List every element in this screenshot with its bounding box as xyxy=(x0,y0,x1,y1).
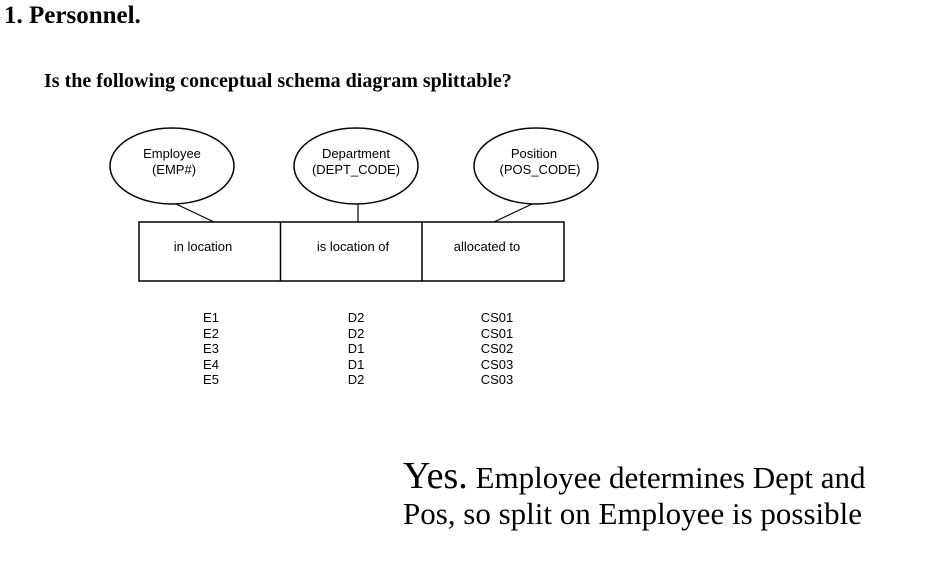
entity-employee-key: (EMP#) xyxy=(151,162,197,177)
table-cell: D1 xyxy=(347,356,365,372)
table-cell: CS03 xyxy=(480,356,514,372)
entity-position-name: Position xyxy=(510,146,558,161)
answer-lead: Yes. xyxy=(403,455,468,497)
table-cell: D2 xyxy=(347,310,365,325)
fact-type-box xyxy=(139,222,564,281)
table-cell: D2 xyxy=(347,325,365,341)
entity-employee xyxy=(110,128,234,204)
table-cell: E3 xyxy=(203,341,219,356)
table-cell: E1 xyxy=(203,310,219,325)
section-heading: 1. Personnel. xyxy=(4,2,141,29)
table-cell: CS01 xyxy=(480,325,514,341)
role-allocated-to: allocated to xyxy=(453,239,521,254)
answer-explanation: Employee determines Dept and Pos, so split on Employee is possible xyxy=(403,460,866,531)
role-is-location-of: is location of xyxy=(316,239,390,254)
answer-text xyxy=(403,455,923,532)
entity-position-key: (POS_CODE) xyxy=(499,162,581,177)
table-cell: D2 xyxy=(347,372,365,387)
question-text: Is the following conceptual schema diagram splittable? xyxy=(44,70,512,92)
table-cell: D1 xyxy=(347,341,365,356)
table-cell: CS02 xyxy=(480,341,514,356)
connector-employee xyxy=(176,204,214,222)
table-cell: E2 xyxy=(203,325,219,341)
role-in-location: in location xyxy=(173,239,233,254)
population-position-column xyxy=(467,310,527,388)
population-department-column xyxy=(326,310,386,388)
entity-department-key: (DEPT_CODE) xyxy=(311,162,401,177)
connector-position xyxy=(494,204,532,222)
table-cell: E4 xyxy=(203,356,219,372)
table-cell: CS01 xyxy=(480,310,514,325)
population-employee-column xyxy=(181,310,241,388)
table-cell: CS03 xyxy=(480,372,514,387)
entity-department-name: Department xyxy=(322,146,390,161)
table-cell: E5 xyxy=(203,372,219,387)
entity-department xyxy=(294,128,418,204)
entity-employee-name: Employee xyxy=(143,146,201,161)
entity-position xyxy=(474,128,598,204)
